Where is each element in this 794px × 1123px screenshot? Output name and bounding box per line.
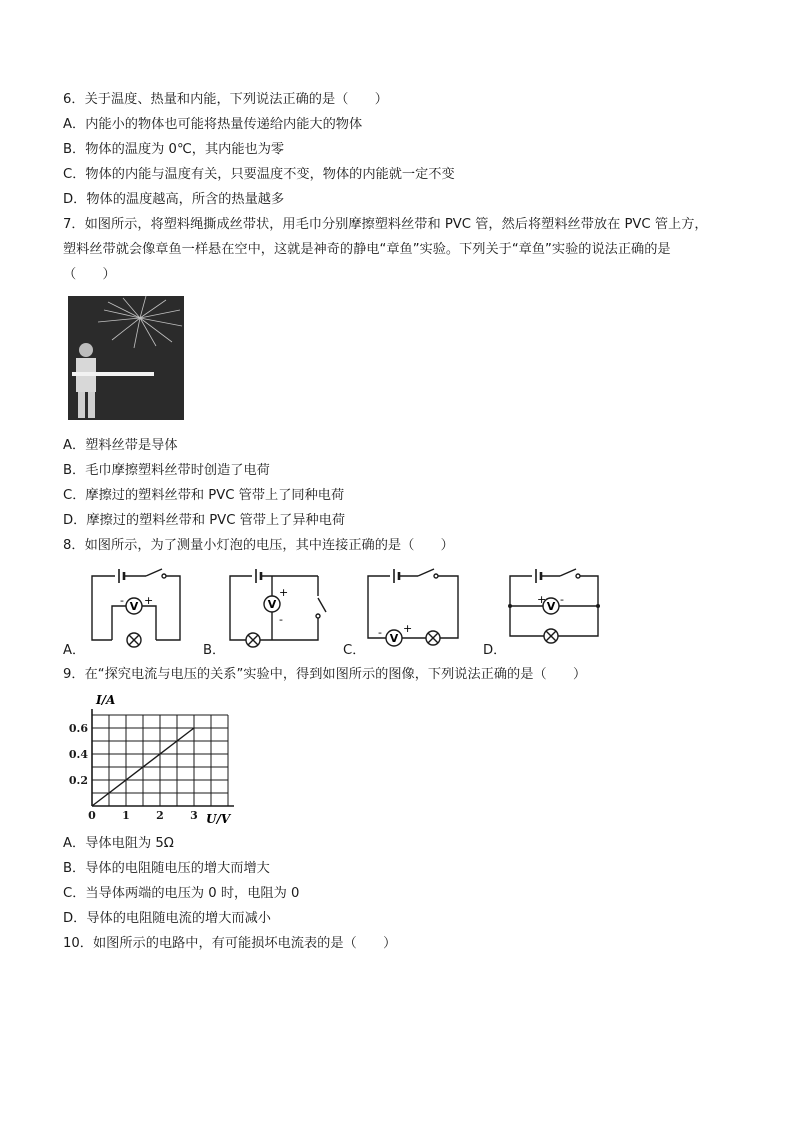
q7-stem-line2: 塑料丝带就会像章鱼一样悬在空中，这就是神奇的静电“章鱼”实验。下列关于“章鱼”实验的说法正确的是 (63, 242, 671, 257)
q7-option-b: B．毛巾摩擦塑料丝带时创造了电荷 (63, 463, 270, 478)
q8-label-d: D． (483, 643, 507, 658)
y-tick-label: 0.4 (68, 748, 88, 761)
q7-option-a: A．塑料丝带是导体 (63, 438, 178, 453)
q6-option-b: B．物体的温度为 0℃，其内能也为零 (63, 142, 285, 157)
y-axis-label: I/A (96, 693, 116, 707)
q9-stem: 9．在“探究电流与电压的关系”实验中，得到如图所示的图像，下列说法正确的是（ ） (63, 667, 587, 682)
octopus-experiment-photo (68, 296, 184, 420)
circuit-a-voltmeter-label: V (129, 600, 139, 613)
circuit-b-minus: - (279, 613, 283, 626)
circuit-d-voltmeter-label: V (546, 600, 556, 613)
q9-option-a: A．导体电阻为 5Ω (63, 836, 174, 851)
q7-option-d: D．摩擦过的塑料丝带和 PVC 管带上了异种电荷 (63, 513, 346, 528)
circuit-a-plus: + (144, 594, 154, 607)
q9-option-b: B．导体的电阻随电压的增大而增大 (63, 861, 270, 876)
q6-option-d: D．物体的温度越高，所含的热量越多 (63, 192, 285, 207)
q7-stem-line3: （ ） (63, 267, 116, 282)
q6-option-c: C．物体的内能与温度有关，只要温度不变，物体的内能就一定不变 (63, 167, 455, 182)
iu-graph (62, 688, 242, 828)
q6-stem: 6．关于温度、热量和内能，下列说法正确的是（ ） (63, 92, 388, 107)
iu-graph-svg (62, 688, 242, 828)
q10-stem: 10．如图所示的电路中，有可能损坏电流表的是（ ） (63, 936, 397, 951)
x-axis-label: U/V (206, 812, 231, 826)
y-tick-label: 0.2 (68, 774, 88, 787)
q9-option-c: C．当导体两端的电压为 0 时，电阻为 0 (63, 886, 300, 901)
y-tick-label: 0.6 (68, 722, 88, 735)
circuit-b-voltmeter-label: V (267, 598, 277, 611)
x-tick-label: 2 (156, 809, 164, 822)
q7-stem-line1: 7．如图所示，将塑料绳撕成丝带状，用毛巾分别摩擦塑料丝带和 PVC 管，然后将塑料丝带放在 PVC 管上方， (63, 217, 708, 232)
circuit-c-minus: - (378, 626, 382, 639)
q8-label-a: A． (63, 643, 86, 658)
q8-stem: 8．如图所示，为了测量小灯泡的电压，其中连接正确的是（ ） (63, 538, 454, 553)
q8-circuit-diagrams (60, 566, 620, 662)
q8-label-c: C． (343, 643, 366, 658)
q6-option-a: A．内能小的物体也可能将热量传递给内能大的物体 (63, 117, 363, 132)
circuit-d-plus: + (537, 593, 547, 606)
circuit-b-plus: + (279, 586, 289, 599)
x-tick-label: 1 (122, 809, 130, 822)
q8-label-b: B． (203, 643, 226, 658)
x-tick-label: 3 (190, 809, 198, 822)
q7-option-c: C．摩擦过的塑料丝带和 PVC 管带上了同种电荷 (63, 488, 345, 503)
x-tick-label: 0 (88, 809, 96, 822)
circuit-c-voltmeter-label: V (389, 632, 399, 645)
circuit-c-plus: + (403, 622, 413, 635)
circuit-a-minus: - (120, 594, 124, 607)
circuit-d-minus: - (560, 593, 564, 606)
q9-option-d: D．导体的电阻随电流的增大而减小 (63, 911, 271, 926)
